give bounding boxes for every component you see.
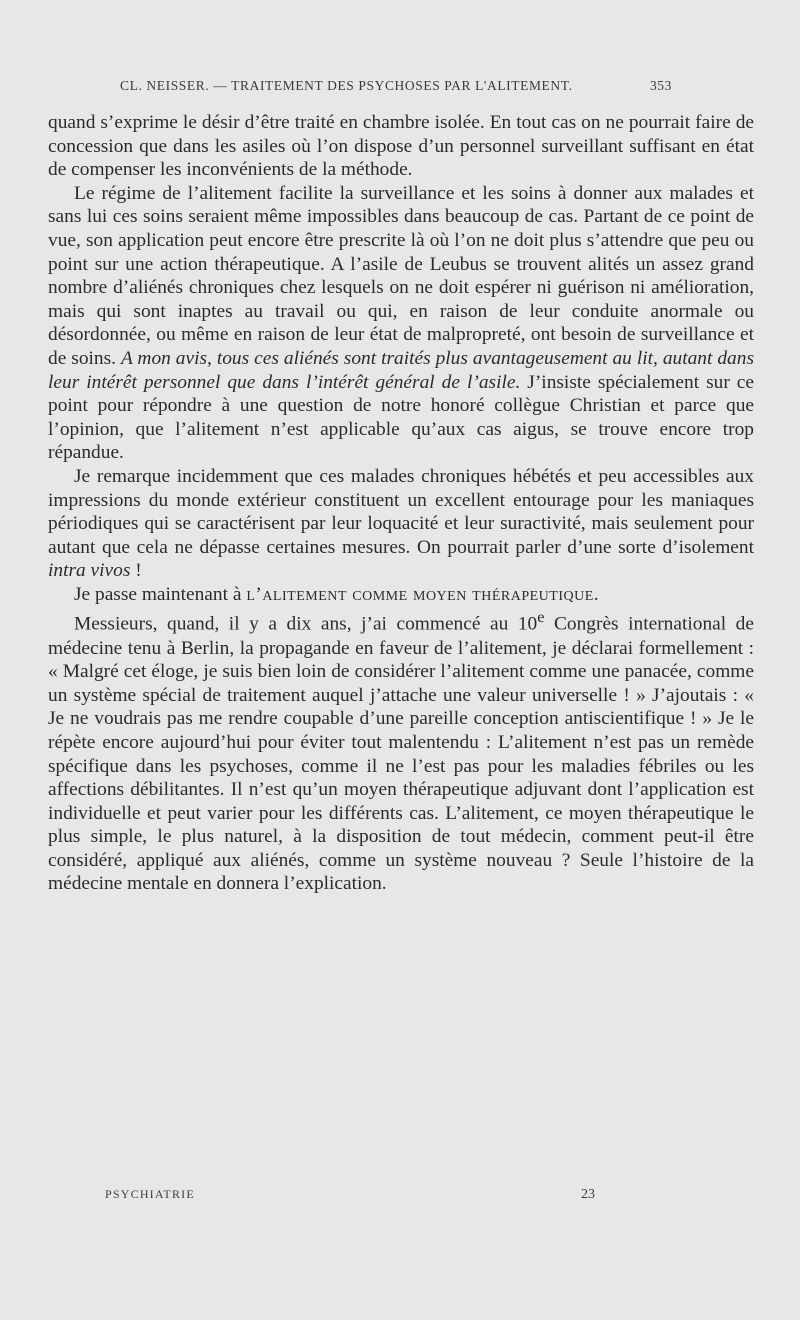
paragraph-2-end: J’insiste spécialement sur ce point pour répondre à une question de notre honoré collègue Christian et parce que l’opinion, que l’alitement n’est applicable qu’aux cas aigus, se trouve encore trop répandue. [48, 371, 754, 464]
paragraph-3 [48, 465, 754, 583]
paragraph-3-italic: intra vivos [48, 560, 131, 582]
paragraph-2-italic: A mon avis, tous ces aliénés sont traités plus avantageusement au lit, autant dans leur intérêt personnel que dans l’intérêt général de l’asile. [48, 347, 754, 393]
paragraph-5 [48, 606, 754, 896]
paragraph-4 [48, 583, 754, 607]
footer-journal: PSYCHIATRIE [105, 1187, 195, 1201]
paragraph-3-start: Je remarque incidemment que ces malades chroniques hébétés et peu accessibles aux impressions du monde extérieur constituent un excellent entourage pour les maniaques périodiques qui se caractérisent par leur loquacité et leur suractivité, mais seulement pour autant que cela ne dépasse certaines mesures. On pourrait parler d’une sorte d’isolement [48, 465, 754, 558]
running-title: CL. NEISSER. — TRAITEMENT DES PSYCHOSES PAR L'ALITEMENT. [120, 78, 573, 93]
section-heading: l’alitement comme moyen thérapeutique. [246, 583, 600, 605]
body-text [48, 111, 754, 896]
footer-signature: 23 [581, 1187, 595, 1202]
paragraph-5-rest: Congrès international de médecine tenu à Berlin, la propagande en faveur de l’alitement, je déclarai formellement : « Malgré cet éloge, je suis bien loin de considérer l’alitement comme une panacée, comme un système spécial de traitement auquel j’attache une valeur universelle ! » J’ajoutais : « Je ne voudrais pas me rendre coupable d’une pareille conception antiscientifique ! » Je le répète encore aujourd’hui pour éviter tout malentendu : L’alitement n’est pas un remède spécifique dans les psychoses, comme il ne l’est pas pour les maladies fébriles ou les affections débilitantes. Il n’est qu’un moyen thérapeutique adjuvant dont l’application est individuelle et peut varier pour les différents cas. L’alitement, ce moyen thérapeutique le plus simple, le plus naturel, à la disposition de tout médecin, comment peut-il être considéré, appliqué aux aliénés, comme un système nouveau ? Seule l’histoire de la médecine mentale en donnera l’explication. [48, 613, 754, 895]
page-number: 353 [649, 78, 672, 93]
page-footer [105, 1187, 595, 1202]
paragraph-2 [48, 182, 754, 465]
paragraph-5-start: Messieurs, quand, il y a dix ans, j’ai commencé au 10 [74, 613, 538, 635]
paragraph-1: quand s’exprime le désir d’être traité en chambre isolée. En tout cas on ne pourrait faire de concession que dans les asiles où l’on dispose d’un personnel surveillant suffisant en état de compenser les inconvénients de la méthode. [48, 112, 754, 181]
paragraph-2-start: Le régime de l’alitement facilite la surveillance et les soins à donner aux malades et sans lui ces soins seraient même impossibles dans beaucoup de cas. Partant de ce point de vue, son application peut encore être prescrite là où l’on ne doit plus s’attendre que peu ou point sur une action thérapeutique. A l’asile de Leubus se trouvent alités un assez grand nombre d’aliénés chroniques chez lesquels on ne doit espérer ni guérison ni amélioration, mais qui sont inaptes au travail ou qui, en raison de leur conduite anormale ou désordonnée, ou même en raison de leur état de malpropreté, ont besoin de surveillance et de soins. [48, 182, 754, 369]
paragraph-3-end: ! [130, 560, 142, 582]
ordinal-superscript: e [537, 609, 545, 627]
paragraph-4-start: Je passe maintenant à [74, 583, 247, 605]
running-header [120, 78, 672, 94]
